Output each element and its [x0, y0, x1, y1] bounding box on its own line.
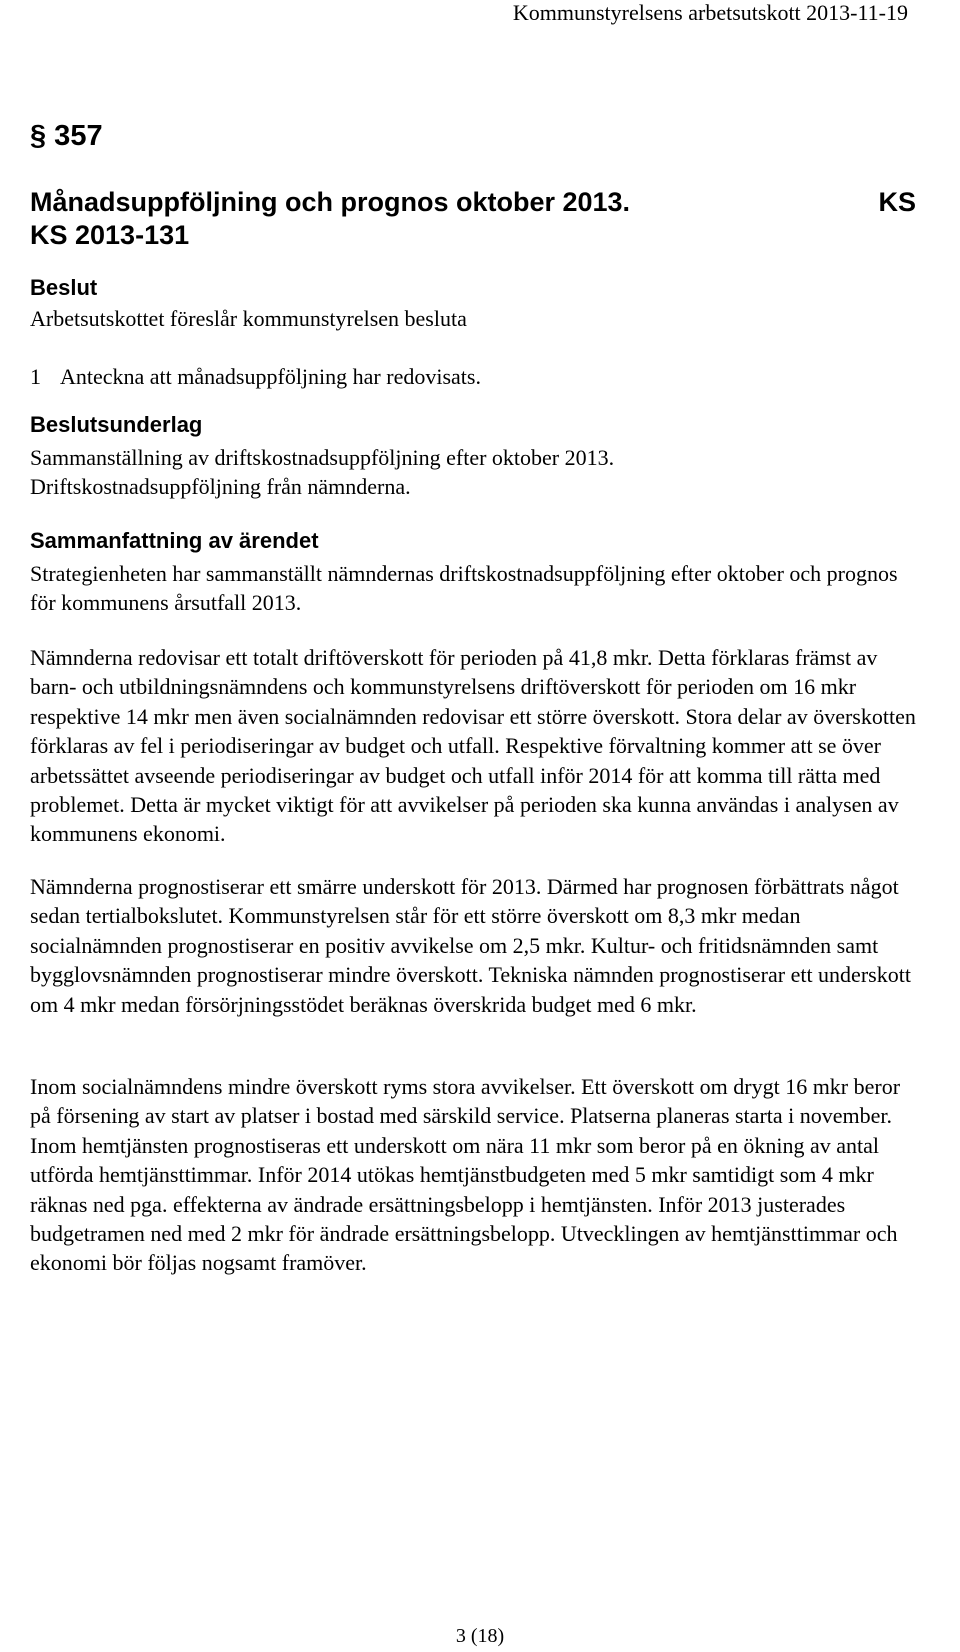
summary-paragraph: Inom socialnämndens mindre överskott ryms stora avvikelser. Ett överskott om drygt 16 mkr beror på försening av start av platser i bostad med särskild service. Platserna planeras starta i november. Inom hemtjänsten prognostiseras ett underskott om nära 11 mkr som beror på en ökning av antal utförda hemtjänsttimmar. Inför 2014 utökas hemtjänstbudgeten med 5 mkr samtidigt som 4 mkr räknas ned pga. effekterna av ändrade ersättningsbelopp i hemtjänsten. Inför 2013 justerades budgetramen ned med 2 mkr för ändrade ersättningsbelopp. Utvecklingen av hemtjänsttimmar och ekonomi bör följas nogsamt framöver. — [30, 1074, 901, 1276]
summary-heading: Sammanfattning av ärendet — [30, 528, 319, 553]
basis-line: Sammanställning av driftskostnadsuppföljning efter oktober 2013. — [30, 445, 615, 470]
decision-heading: Beslut — [30, 275, 98, 300]
basis-line: Driftskostnadsuppföljning från nämnderna. — [30, 474, 411, 499]
summary-paragraph: Nämnderna prognostiserar ett smärre underskott för 2013. Därmed har prognosen förbättrats något sedan tertialbokslutet. Kommunstyrelsen står för ett större överskott om 8,3 mkr medan socialnämnden prognostiserar en positiv avvikelse om 2,5 mkr. Kultur- och fritidsnämnden samt bygglovsnämnden prognostiserar mindre överskott. Tekniska nämnden prognostiserar ett underskott om 4 mkr medan försörjningsstödet beräknas överskrida budget med 6 mkr. — [30, 874, 911, 1017]
page-number: 3 (18) — [455, 1625, 505, 1647]
running-head: Kommunstyrelsens arbetsutskott 2013-11-19 — [512, 0, 908, 25]
decision-intro: Arbetsutskottet föreslår kommunstyrelsen besluta — [30, 306, 467, 331]
section-number: § 357 — [30, 120, 103, 152]
basis-heading: Beslutsunderlag — [30, 412, 203, 437]
summary-paragraph: Strategienheten har sammanställt nämndernas driftskostnadsuppföljning efter oktober och prognos för kommunens årsutfall 2013. — [30, 561, 898, 616]
department-code: KS — [878, 187, 916, 217]
summary-paragraph: Nämnderna redovisar ett totalt driftöverskott för perioden på 41,8 mkr. Detta förklaras främst av barn- och utbildningsnämndens och kommunstyrelsens driftöverskott för perioden om 16 mkr respektive 14 mkr men även socialnämnden redovisar ett större överskott. Stora delar av överskotten förklaras av fel i periodiseringar av budget och utfall. Respektive förvaltning kommer att se över arbetssättet avseende periodiseringar av budget och utfall inför 2014 för att komma till rätta med problemet. Detta är mycket viktigt för att avvikelser på perioden ska kunna användas i analysen av kommunens ekonomi. — [30, 645, 916, 847]
decision-item-number: 1 — [30, 364, 41, 389]
matter-title: Månadsuppföljning och prognos oktober 2013. — [30, 187, 631, 217]
decision-item-text: Anteckna att månadsuppföljning har redovisats. — [60, 364, 481, 389]
matter-dnr: KS 2013-131 — [30, 220, 190, 250]
